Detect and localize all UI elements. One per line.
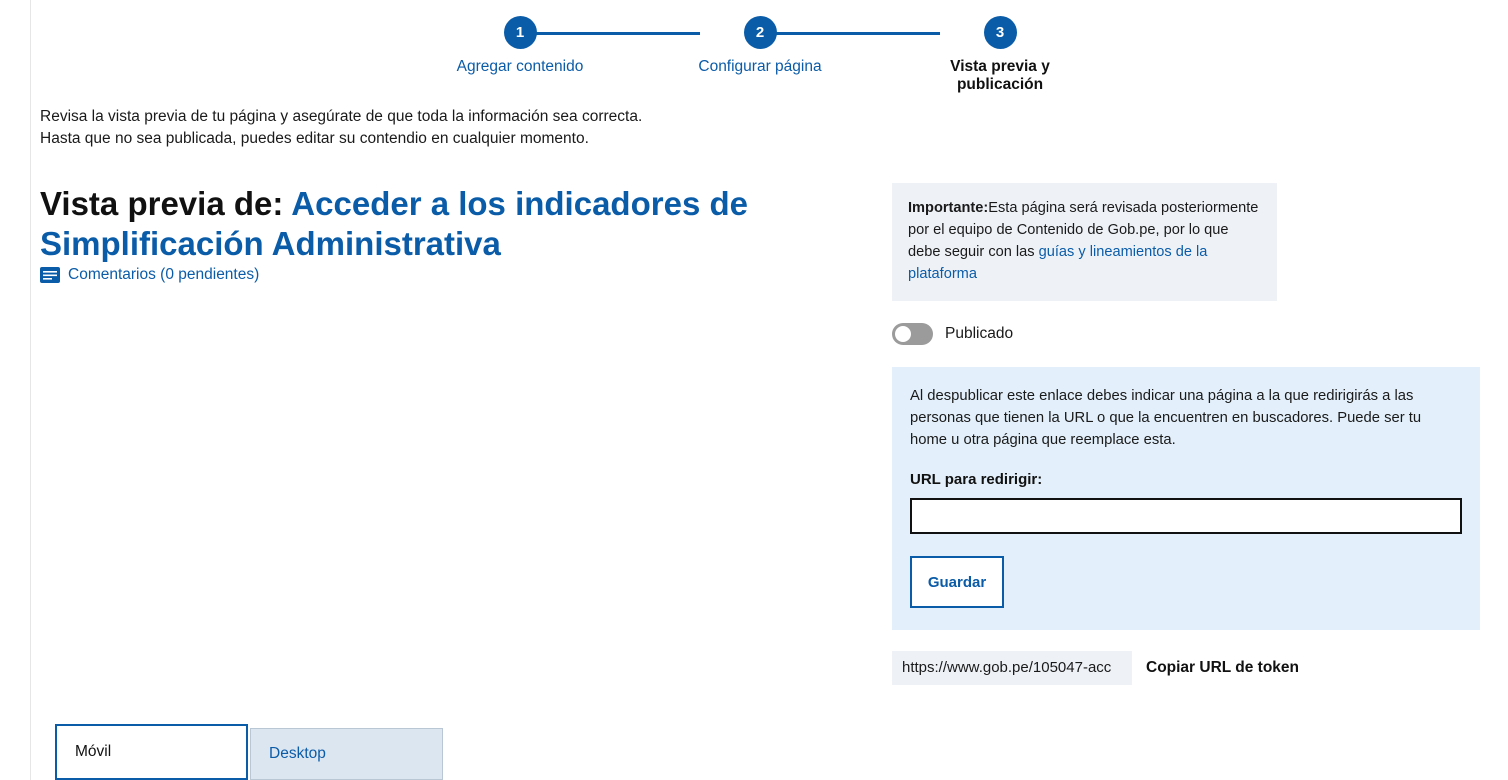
notice-guidelines-link[interactable]: guías y lineamientos de la plataforma	[908, 244, 1208, 282]
publish-toggle-row[interactable]	[892, 323, 1480, 345]
step-2-number: 2	[744, 16, 777, 49]
publish-toggle-knob	[895, 326, 911, 342]
important-notice	[892, 183, 1277, 301]
publish-panel	[892, 183, 1480, 685]
step-1[interactable]	[440, 14, 600, 76]
unpublish-redirect-box	[892, 367, 1480, 630]
step-2[interactable]	[680, 14, 840, 76]
copy-token-url-button[interactable]: Copiar URL de token	[1146, 659, 1300, 676]
step-1-number: 1	[504, 16, 537, 49]
step-3-label: Vista previa y publicación	[950, 58, 1050, 93]
intro-line-1: Revisa la vista previa de tu página y asegúrate de que toda la información sea correcta.	[40, 108, 643, 125]
notice-strong: Importante:	[908, 200, 989, 216]
token-url-row	[892, 651, 1480, 685]
preview-prefix: Vista previa de:	[40, 185, 292, 222]
token-url-field[interactable]: https://www.gob.pe/105047-acc	[892, 651, 1132, 685]
intro-text	[40, 106, 642, 150]
step-3-number: 3	[984, 16, 1017, 49]
intro-line-2: Hasta que no sea publicada, puedes editar su contendio en cualquier momento.	[40, 130, 589, 147]
tab-mobile[interactable]: Móvil	[55, 724, 248, 780]
comments-row[interactable]	[40, 266, 259, 284]
redirect-url-input[interactable]	[910, 498, 1462, 534]
comments-link[interactable]: Comentarios (0 pendientes)	[68, 266, 260, 283]
publish-toggle[interactable]	[892, 323, 933, 345]
preview-view-tabs	[55, 724, 443, 780]
save-button[interactable]: Guardar	[910, 556, 1004, 608]
wizard-stepper	[440, 14, 1080, 104]
step-1-label[interactable]: Agregar contenido	[456, 58, 584, 75]
step-2-label[interactable]: Configurar página	[698, 58, 822, 75]
redirect-url-label: URL para redirigir:	[910, 471, 1043, 488]
unpublish-description: Al despublicar este enlace debes indicar una página a la que redirigirás a las personas que tienen la URL o que la encuentren en buscadores. Puede ser tu home u otra página que reemplace esta.	[910, 388, 1422, 448]
comments-icon	[40, 267, 60, 283]
notice-text: Esta página será revisada posteriormente por el equipo de Contenido de Gob.pe, por lo que debe seguir con las	[908, 200, 1259, 260]
step-3[interactable]	[920, 14, 1080, 94]
left-gutter	[0, 0, 31, 780]
page-title	[40, 184, 840, 264]
tab-desktop[interactable]: Desktop	[250, 728, 443, 780]
publish-toggle-label: Publicado	[945, 325, 1014, 342]
preview-page-name[interactable]: Acceder a los indicadores de Simplificación Administrativa	[40, 185, 748, 262]
